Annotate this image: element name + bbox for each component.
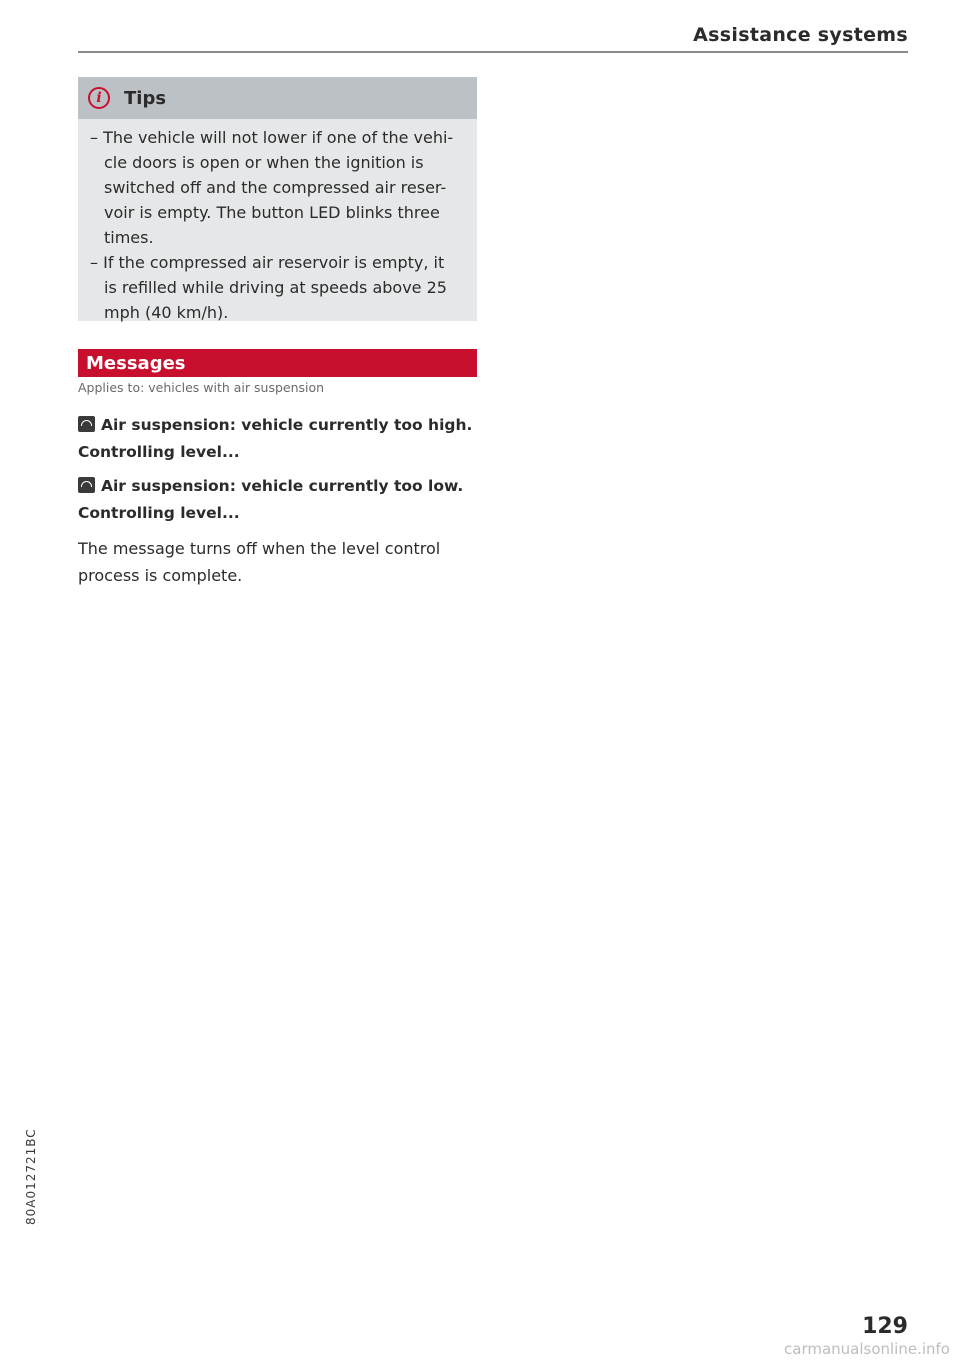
watermark: carmanualsonline.info	[784, 1340, 950, 1358]
air-suspension-warning-icon	[78, 477, 95, 493]
message-too-high	[78, 412, 478, 466]
message-too-low	[78, 473, 478, 527]
tips-box	[78, 77, 477, 321]
message-too-low-text: Air suspension: vehicle currently too low. Controlling level...	[78, 477, 464, 522]
message-explanation: The message turns off when the level control process is complete.	[78, 539, 441, 585]
message-too-high-text: Air suspension: vehicle currently too high. Controlling level...	[78, 416, 473, 461]
messages-heading: Messages	[78, 349, 477, 377]
tips-list	[78, 119, 477, 325]
section-title: Assistance systems	[693, 24, 908, 46]
info-icon: i	[88, 87, 110, 109]
air-suspension-warning-icon	[78, 416, 95, 432]
tips-item: – If the compressed air reservoir is empty, it is refilled while driving at speeds above 25 mph (40 km/h).	[90, 250, 461, 325]
header-divider	[78, 51, 908, 53]
tips-title: Tips	[124, 87, 167, 109]
tips-header	[78, 77, 477, 119]
applies-to-note: Applies to: vehicles with air suspension	[78, 380, 325, 395]
tips-item: – The vehicle will not lower if one of the vehi- cle doors is open or when the ignition is switched off and the compressed air reser- voir is empty. The button LED blinks three times.	[90, 125, 461, 250]
page-number: 129	[862, 1314, 908, 1339]
document-code: 80A012721BC	[24, 1128, 38, 1225]
